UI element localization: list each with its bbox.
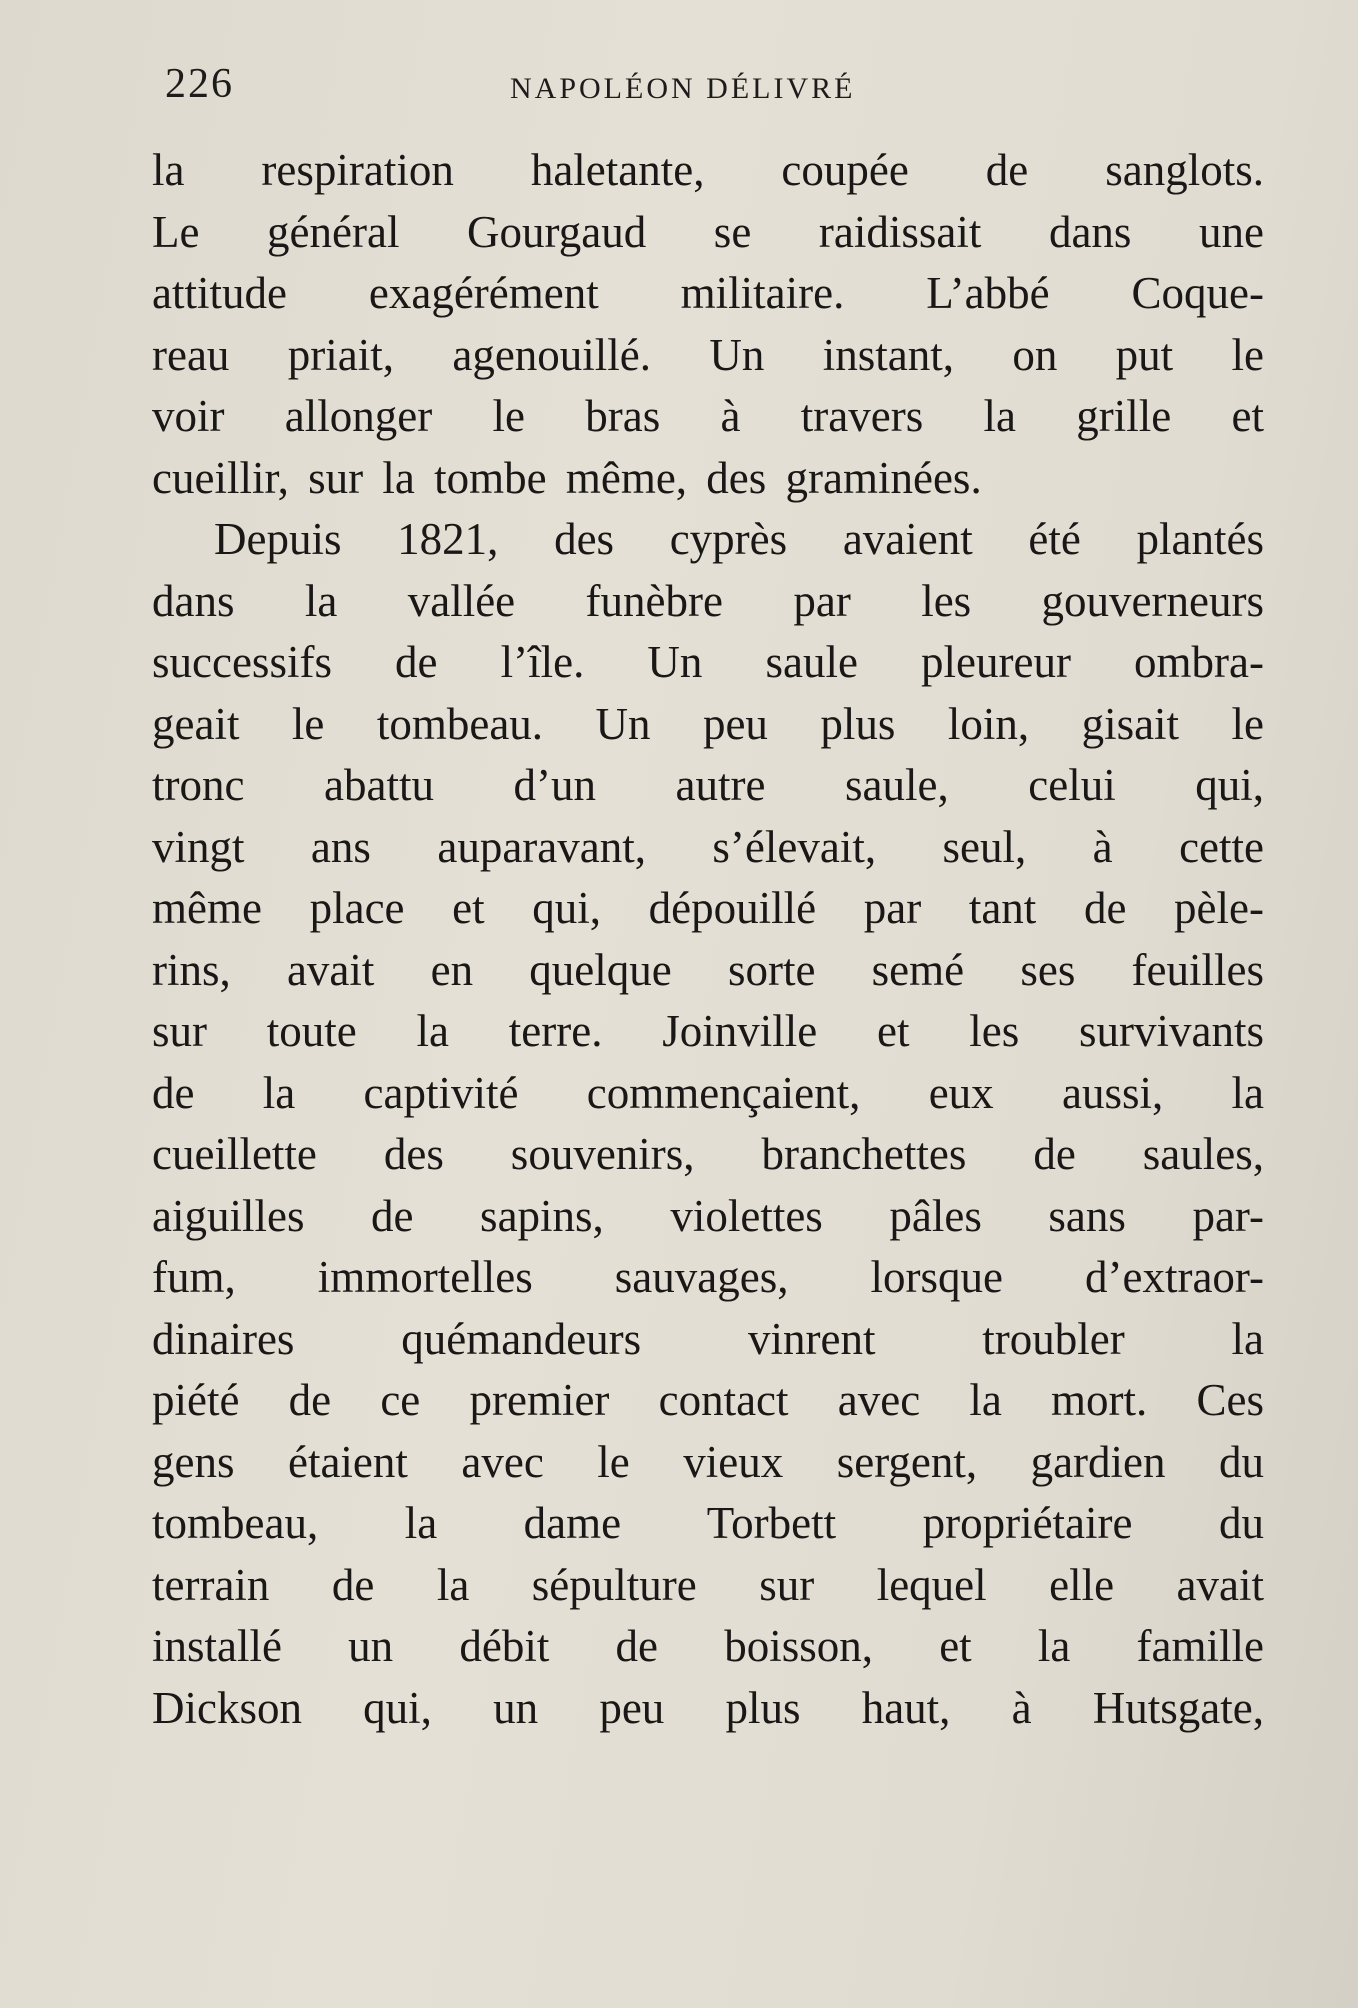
text-line: Le général Gourgaud se raidissait dans une xyxy=(152,206,1264,257)
text-line: la respiration haletante, coupée de sanglots. xyxy=(152,145,1264,195)
text-line: tombeau, la dame Torbett propriétaire du xyxy=(152,1498,1264,1548)
text-line: dinaires quémandeurs vinrent troubler la xyxy=(152,1313,1264,1364)
text-line: reau priait, agenouillé. Un instant, on put le xyxy=(152,329,1264,380)
text-line: dans la vallée funèbre par les gouverneurs xyxy=(152,575,1264,626)
text-line: de la captivité commençaient, eux aussi, la xyxy=(152,1067,1264,1118)
running-header xyxy=(165,60,1255,120)
text-line: geait le tombeau. Un peu plus loin, gisait le xyxy=(152,698,1264,749)
text-line: sur toute la terre. Joinville et les survivants xyxy=(152,1006,1264,1056)
text-line: cueillir, sur la tombe même, des graminées. xyxy=(152,452,982,503)
text-line: cueillette des souvenirs, branchettes de saules, xyxy=(152,1129,1264,1179)
text-line: installé un débit de boisson, et la famille xyxy=(152,1621,1264,1671)
text-line: fum, immortelles sauvages, lorsque d’extraor- xyxy=(152,1252,1264,1302)
page-number: 226 xyxy=(165,61,234,107)
text-line: rins, avait en quelque sorte semé ses feuilles xyxy=(152,944,1264,995)
text-line: vingt ans auparavant, s’élevait, seul, à cette xyxy=(152,821,1264,872)
paragraph xyxy=(152,140,1264,509)
text-line: gens étaient avec le vieux sergent, gardien du xyxy=(152,1436,1264,1487)
running-title: NAPOLÉON DÉLIVRÉ xyxy=(510,72,856,105)
text-line: Depuis 1821, des cyprès avaient été plantés xyxy=(214,514,1264,564)
text-line: voir allonger le bras à travers la grille et xyxy=(152,391,1264,441)
text-line: Dickson qui, un peu plus haut, à Hutsgate, xyxy=(152,1682,1264,1733)
text-line: terrain de la sépulture sur lequel elle avait xyxy=(152,1559,1264,1610)
text-line: piété de ce premier contact avec la mort. Ces xyxy=(152,1375,1264,1425)
text-line: aiguilles de sapins, violettes pâles sans par- xyxy=(152,1190,1264,1241)
text-line: attitude exagérément militaire. L’abbé Coque- xyxy=(152,268,1264,318)
text-line: tronc abattu d’un autre saule, celui qui, xyxy=(152,760,1264,810)
text-line: successifs de l’île. Un saule pleureur ombra- xyxy=(152,637,1264,687)
paragraph xyxy=(152,509,1264,1739)
body-text xyxy=(152,140,1264,1739)
text-line: même place et qui, dépouillé par tant de pèle- xyxy=(152,883,1264,933)
